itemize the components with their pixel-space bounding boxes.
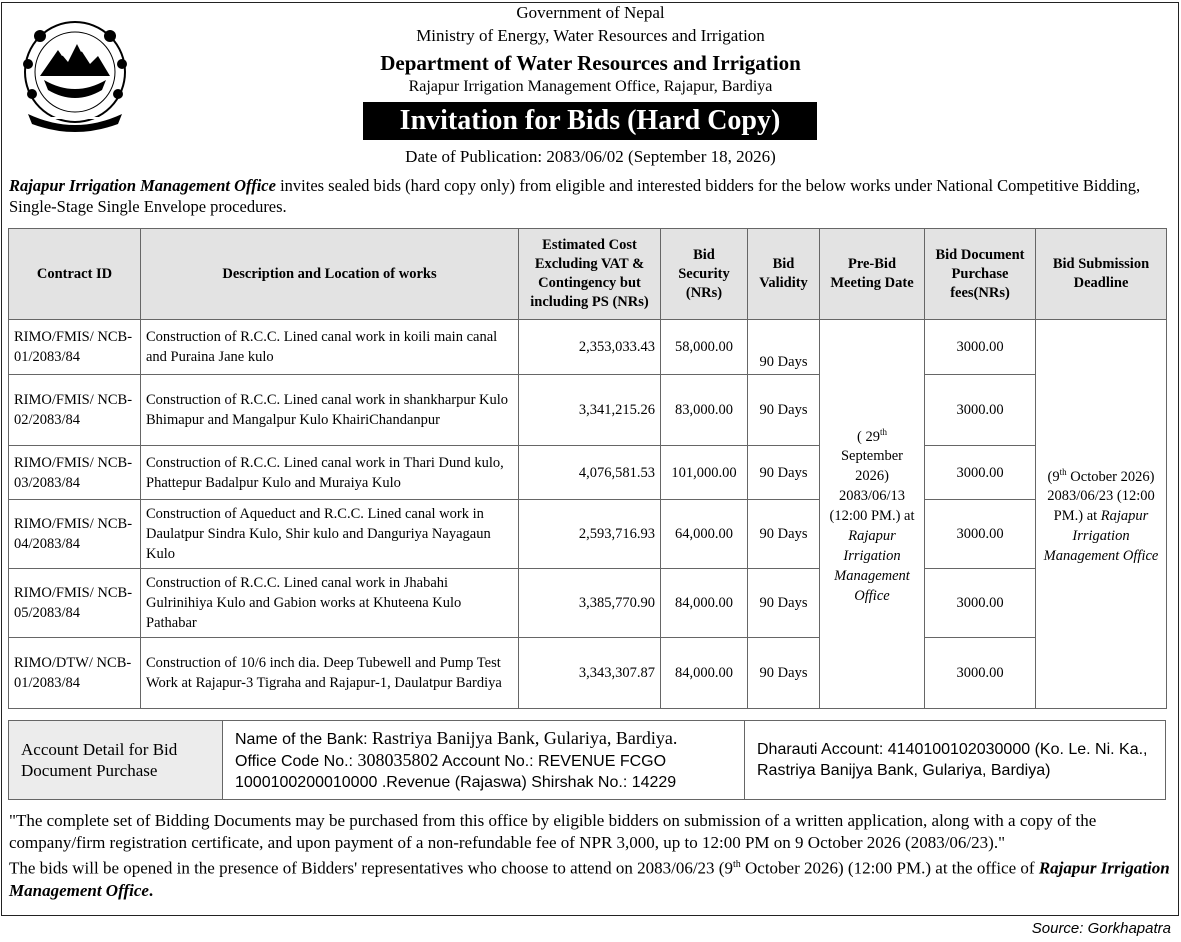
security-cell: 58,000.00 [661, 320, 748, 375]
notice-title: Invitation for Bids (Hard Copy) [363, 102, 817, 140]
validity-cell: 90 Days [748, 638, 820, 709]
intro-paragraph [9, 175, 1174, 217]
bank-details [223, 721, 745, 800]
security-cell: 83,000.00 [661, 375, 748, 446]
header-estimated-cost: Estimated Cost Excluding VAT & Contingency but including PS (NRs) [519, 229, 661, 320]
office-code: 308035802 [357, 749, 439, 770]
contract-id-cell: RIMO/FMIS/ NCB-02/2083/84 [9, 375, 141, 446]
cost-cell: 3,343,307.87 [519, 638, 661, 709]
dharauti-account: Dharauti Account: 4140100102030000 (Ko. Le. Ni. Ka., Rastriya Banijya Bank, Gulariya, Bardiya) [745, 721, 1166, 800]
cost-cell: 4,076,581.53 [519, 446, 661, 500]
fees-cell: 3000.00 [925, 375, 1036, 446]
contract-id-cell: RIMO/FMIS/ NCB-04/2083/84 [9, 500, 141, 569]
description-cell: Construction of R.C.C. Lined canal work in shankharpur Kulo Bhimapur and Mangalpur Kulo KhairiChandanpur [141, 375, 519, 446]
table-row [9, 375, 1167, 446]
account-label: Account Detail for Bid Document Purchase [9, 721, 223, 800]
header-description: Description and Location of works [141, 229, 519, 320]
contract-id-cell: RIMO/FMIS/ NCB-03/2083/84 [9, 446, 141, 500]
security-cell: 84,000.00 [661, 569, 748, 638]
security-cell: 101,000.00 [661, 446, 748, 500]
intro-org: Rajapur Irrigation Management Office [9, 176, 276, 195]
opening-terms [9, 854, 1177, 902]
opening-org: Rajapur Irrigation Management Office [9, 858, 1170, 900]
cost-cell: 3,341,215.26 [519, 375, 661, 446]
cost-cell: 2,593,716.93 [519, 500, 661, 569]
header-submission-deadline: Bid Submission Deadline [1036, 229, 1167, 320]
prebid-place: Rajapur Irrigation Management Office [834, 528, 910, 605]
account-text: Account No.: REVENUE FCGO 1000100200010000 .Revenue (Rajaswa) Shirshak No.: 14229 [235, 752, 677, 791]
header-prebid-date: Pre-Bid Meeting Date [820, 229, 925, 320]
office-line: Rajapur Irrigation Management Office, Rajapur, Bardiya [408, 78, 773, 95]
fees-cell: 3000.00 [925, 638, 1036, 709]
account-details-table [8, 720, 1166, 800]
deadline-sup: th [1059, 466, 1067, 477]
publication-date: Date of Publication: 2083/06/02 (September 18, 2026) [405, 147, 776, 166]
opening-text-b: October 2026) (12:00 PM.) at the office of [740, 858, 1039, 878]
fees-cell: 3000.00 [925, 569, 1036, 638]
header-contract-id: Contract ID [9, 229, 141, 320]
description-cell: Construction of R.C.C. Lined canal work in Jhabahi Gulrinihiya Kulo and Gabion works at Khuteena Kulo Pathabar [141, 569, 519, 638]
cost-cell: 2,353,033.43 [519, 320, 661, 375]
opening-text-a: The bids will be opened in the presence of Bidders' representatives who choose to attend on 2083/06/23 (9 [9, 858, 733, 878]
description-cell: Construction of R.C.C. Lined canal work in koili main canal and Puraina Jane kulo [141, 320, 519, 375]
fees-cell: 3000.00 [925, 320, 1036, 375]
account-row [9, 721, 1166, 800]
fees-cell: 3000.00 [925, 500, 1036, 569]
table-row [9, 500, 1167, 569]
submission-deadline-cell [1036, 320, 1167, 709]
ministry-line: Ministry of Energy, Water Resources and Irrigation [416, 26, 765, 45]
prebid-rest: September 2026) 2083/06/13 (12:00 PM.) at [829, 448, 915, 525]
table-row [9, 446, 1167, 500]
office-code-prefix: Office Code No.: [235, 752, 358, 770]
header-bid-validity: Bid Validity [748, 229, 820, 320]
government-line: Government of Nepal [516, 3, 665, 22]
table-header-row [9, 229, 1167, 320]
footer-text [9, 810, 1177, 902]
bids-table [8, 228, 1167, 709]
opening-sup: th [732, 859, 741, 870]
validity-cell: 90 Days [748, 375, 820, 446]
deadline-open: (9 [1047, 468, 1060, 485]
security-cell: 84,000.00 [661, 638, 748, 709]
purchase-terms: "The complete set of Bidding Documents may be purchased from this office by eligible bidders on submission of a written application, along with a copy of the company/firm registration certificate, and upon payment of a non-refundable fee of NPR 3,000, up to 12:00 PM on 9 October 2026 (2083/06/23)." [9, 811, 1097, 852]
prebid-meeting-cell [820, 320, 925, 709]
table-row [9, 320, 1167, 375]
validity-cell: 90 Days [748, 320, 820, 375]
header-purchase-fees: Bid Document Purchase fees(NRs) [925, 229, 1036, 320]
contract-id-cell: RIMO/FMIS/ NCB-05/2083/84 [9, 569, 141, 638]
cost-cell: 3,385,770.90 [519, 569, 661, 638]
source-credit: Source: Gorkhapatra [1031, 920, 1171, 937]
prebid-sup: th [879, 426, 887, 437]
prebid-open: ( 29 [857, 428, 880, 445]
description-cell: Construction of 10/6 inch dia. Deep Tubewell and Pump Test Work at Rajapur-3 Tigraha and Rajapur-1, Daulatpur Bardiya [141, 638, 519, 709]
intro-text: invites sealed bids (hard copy only) from eligible and interested bidders for the below works under National Competitive Bidding, Single-Stage Single Envelope procedures. [9, 176, 1141, 216]
contract-id-cell: RIMO/FMIS/ NCB-01/2083/84 [9, 320, 141, 375]
validity-cell: 90 Days [748, 446, 820, 500]
opening-end: . [148, 880, 154, 900]
security-cell: 64,000.00 [661, 500, 748, 569]
table-row [9, 569, 1167, 638]
bank-name: Rastriya Banijya Bank, Gulariya, Bardiya. [371, 727, 678, 748]
contract-id-cell: RIMO/DTW/ NCB-01/2083/84 [9, 638, 141, 709]
description-cell: Construction of R.C.C. Lined canal work in Thari Dund kulo, Phattepur Badalpur Kulo and Muraiya Kulo [141, 446, 519, 500]
bank-prefix: Name of the Bank: [235, 730, 372, 748]
table-row [9, 638, 1167, 709]
validity-cell: 90 Days [748, 569, 820, 638]
validity-cell: 90 Days [748, 500, 820, 569]
header-bid-security: Bid Security (NRs) [661, 229, 748, 320]
deadline-place: Rajapur Irrigation Management Office [1043, 508, 1159, 565]
deadline-rest: October 2026) 2083/06/23 (12:00 PM.) at [1047, 468, 1155, 525]
department-line: Department of Water Resources and Irrigation [380, 51, 801, 75]
description-cell: Construction of Aqueduct and R.C.C. Lined canal work in Daulatpur Sindra Kulo, Shir kulo and Danguriya Nayagaun Kulo [141, 500, 519, 569]
fees-cell: 3000.00 [925, 446, 1036, 500]
